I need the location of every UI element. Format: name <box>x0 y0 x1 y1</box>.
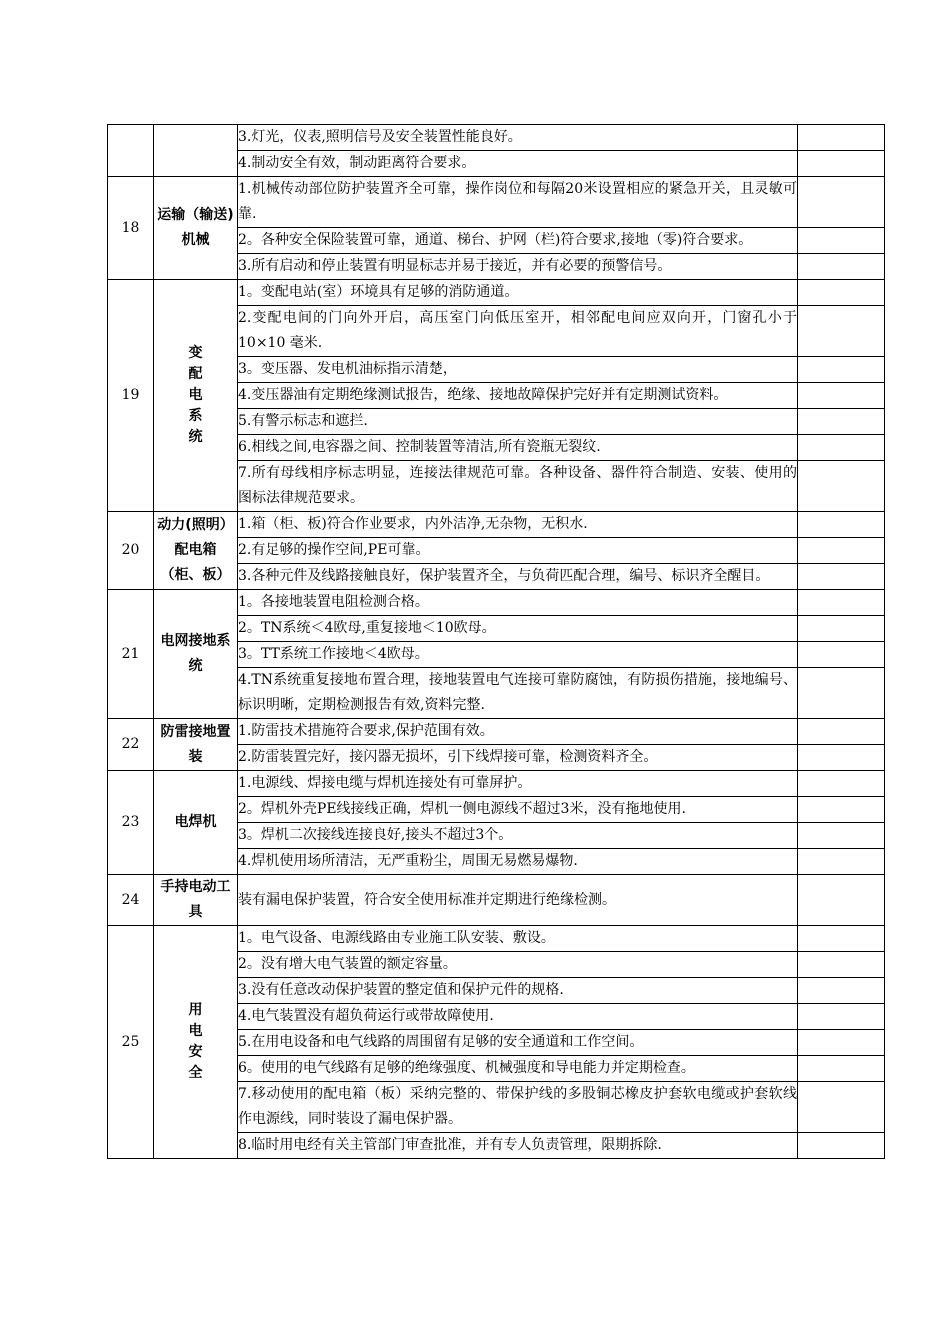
check-item: 5.有警示标志和遮拦. <box>238 409 798 435</box>
table-row <box>108 771 885 797</box>
item-name <box>154 926 238 1159</box>
result-cell[interactable] <box>798 461 885 512</box>
result-cell[interactable] <box>798 512 885 538</box>
table-row <box>108 125 885 151</box>
result-cell[interactable] <box>798 875 885 926</box>
result-cell[interactable] <box>798 1082 885 1133</box>
result-cell[interactable] <box>798 538 885 564</box>
item-name-text: 变配电系统 <box>188 345 203 445</box>
item-name-text: 运输（输送)机械 <box>157 207 234 248</box>
check-item: 2。TN系统＜4欧母,重复接地＜10欧母。 <box>238 616 798 642</box>
table-row <box>108 590 885 616</box>
result-cell[interactable] <box>798 1030 885 1056</box>
check-item: 1。电气设备、电源线路由专业施工队安装、敷设。 <box>238 926 798 952</box>
item-number: 18 <box>108 177 154 280</box>
table-row <box>108 512 885 538</box>
result-cell[interactable] <box>798 151 885 177</box>
check-item: 2.变配电间的门向外开启，高压室门向低压室开，相邻配电间应双向开，门窗孔小于 10×10 毫米. <box>238 306 798 357</box>
check-item: 1.机械传动部位防护装置齐全可靠，操作岗位和每隔20米设置相应的紧急开关，且灵敏可靠. <box>238 177 798 228</box>
result-cell[interactable] <box>798 745 885 771</box>
check-item: 5.在用电设备和电气线路的周围留有足够的安全通道和工作空间。 <box>238 1030 798 1056</box>
table-row <box>108 280 885 306</box>
check-item: 7.所有母线相序标志明显，连接法律规范可靠。各种设备、器件符合制造、安装、使用的图标法律规范要求。 <box>238 461 798 512</box>
check-item: 1.箱（柜、板)符合作业要求，内外洁净,无杂物，无积水. <box>238 512 798 538</box>
check-item: 1。各接地装置电阻检测合格。 <box>238 590 798 616</box>
item-name <box>154 512 238 590</box>
item-number: 23 <box>108 771 154 875</box>
item-number: 24 <box>108 875 154 926</box>
check-item: 3.所有启动和停止装置有明显标志并易于接近，并有必要的预警信号。 <box>238 254 798 280</box>
result-cell[interactable] <box>798 952 885 978</box>
item-name <box>154 719 238 771</box>
result-cell[interactable] <box>798 616 885 642</box>
check-item: 2.有足够的操作空间,PE可靠。 <box>238 538 798 564</box>
check-item: 3.灯光，仪表,照明信号及安全装置性能良好。 <box>238 125 798 151</box>
result-cell[interactable] <box>798 306 885 357</box>
check-item: 4.变压器油有定期绝缘测试报告，绝缘、接地故障保护完好并有定期测试资料。 <box>238 383 798 409</box>
result-cell[interactable] <box>798 797 885 823</box>
result-cell[interactable] <box>798 771 885 797</box>
check-item: 6.相线之间,电容器之间、控制装置等清洁,所有瓷瓶无裂纹. <box>238 435 798 461</box>
check-item: 装有漏电保护装置，符合安全使用标准并定期进行绝缘检测。 <box>238 875 798 926</box>
item-name-text: 电网接地系统 <box>160 633 231 674</box>
item-number: 21 <box>108 590 154 719</box>
result-cell[interactable] <box>798 849 885 875</box>
check-item: 1.电源线、焊接电缆与焊机连接处有可靠屏护。 <box>238 771 798 797</box>
result-cell[interactable] <box>798 668 885 719</box>
item-name <box>154 771 238 875</box>
check-item: 8.临时用电经有关主管部门审查批准，并有专人负责管理，限期拆除. <box>238 1133 798 1159</box>
item-name <box>154 590 238 719</box>
check-item: 3。变压器、发电机油标指示清楚， <box>238 357 798 383</box>
item-name-text: 动力(照明）配电箱（柜、板） <box>157 517 234 583</box>
check-item: 3。焊机二次接线连接良好,接头不超过3个。 <box>238 823 798 849</box>
result-cell[interactable] <box>798 719 885 745</box>
table-row <box>108 177 885 228</box>
item-name-text: 手持电动工具 <box>160 879 231 920</box>
result-cell[interactable] <box>798 978 885 1004</box>
result-cell[interactable] <box>798 228 885 254</box>
item-name-text: 用电安全 <box>188 1002 203 1081</box>
result-cell[interactable] <box>798 564 885 590</box>
result-cell[interactable] <box>798 177 885 228</box>
item-name <box>154 177 238 280</box>
check-item: 4.电气装置没有超负荷运行或带故障使用. <box>238 1004 798 1030</box>
item-name <box>154 875 238 926</box>
result-cell[interactable] <box>798 357 885 383</box>
check-item: 2。各种安全保险装置可靠，通道、梯台、护网（栏)符合要求,接地（零)符合要求。 <box>238 228 798 254</box>
result-cell[interactable] <box>798 642 885 668</box>
check-item: 3.没有任意改动保护装置的整定值和保护元件的规格. <box>238 978 798 1004</box>
check-item: 4.制动安全有效，制动距离符合要求。 <box>238 151 798 177</box>
result-cell[interactable] <box>798 823 885 849</box>
check-item: 2.防雷装置完好，接闪器无损坏，引下线焊接可靠，检测资料齐全。 <box>238 745 798 771</box>
table-row <box>108 926 885 952</box>
item-name-text: 电焊机 <box>174 814 217 830</box>
result-cell[interactable] <box>798 125 885 151</box>
result-cell[interactable] <box>798 1133 885 1159</box>
table-row <box>108 875 885 926</box>
check-item: 2。焊机外壳PE线接线正确，焊机一侧电源线不超过3米，没有拖地使用. <box>238 797 798 823</box>
item-number <box>108 125 154 177</box>
check-item: 3.各种元件及线路接触良好，保护装置齐全，与负荷匹配合理，编号、标识齐全醒目。 <box>238 564 798 590</box>
check-item: 7.移动使用的配电箱（板）采纳完整的、带保护线的多股铜芯橡皮护套软电缆或护套软线作电源线，同时装设了漏电保护器。 <box>238 1082 798 1133</box>
check-item: 3。TT系统工作接地＜4欧母。 <box>238 642 798 668</box>
item-number: 22 <box>108 719 154 771</box>
item-number: 19 <box>108 280 154 512</box>
item-name <box>154 280 238 512</box>
item-name <box>154 125 238 177</box>
result-cell[interactable] <box>798 926 885 952</box>
item-number: 20 <box>108 512 154 590</box>
result-cell[interactable] <box>798 1004 885 1030</box>
check-item: 6。使用的电气线路有足够的绝缘强度、机械强度和导电能力并定期检查。 <box>238 1056 798 1082</box>
item-name-text: 防雷接地置装 <box>160 723 231 765</box>
check-item: 1.防雷技术措施符合要求,保护范围有效。 <box>238 719 798 745</box>
result-cell[interactable] <box>798 409 885 435</box>
result-cell[interactable] <box>798 435 885 461</box>
result-cell[interactable] <box>798 1056 885 1082</box>
result-cell[interactable] <box>798 383 885 409</box>
item-number: 25 <box>108 926 154 1159</box>
check-item: 2。没有增大电气装置的额定容量。 <box>238 952 798 978</box>
check-item: 1。变配电站(室）环境具有足够的消防通道。 <box>238 280 798 306</box>
result-cell[interactable] <box>798 590 885 616</box>
inspection-table <box>107 124 885 1159</box>
table-row <box>108 719 885 745</box>
check-item: 4.焊机使用场所清洁，无严重粉尘，周围无易燃易爆物. <box>238 849 798 875</box>
result-cell[interactable] <box>798 280 885 306</box>
check-item: 4.TN系统重复接地布置合理，接地装置电气连接可靠防腐蚀，有防损伤措施，接地编号、标识明晰，定期检测报告有效,资料完整. <box>238 668 798 719</box>
table-body <box>108 125 885 1159</box>
result-cell[interactable] <box>798 254 885 280</box>
